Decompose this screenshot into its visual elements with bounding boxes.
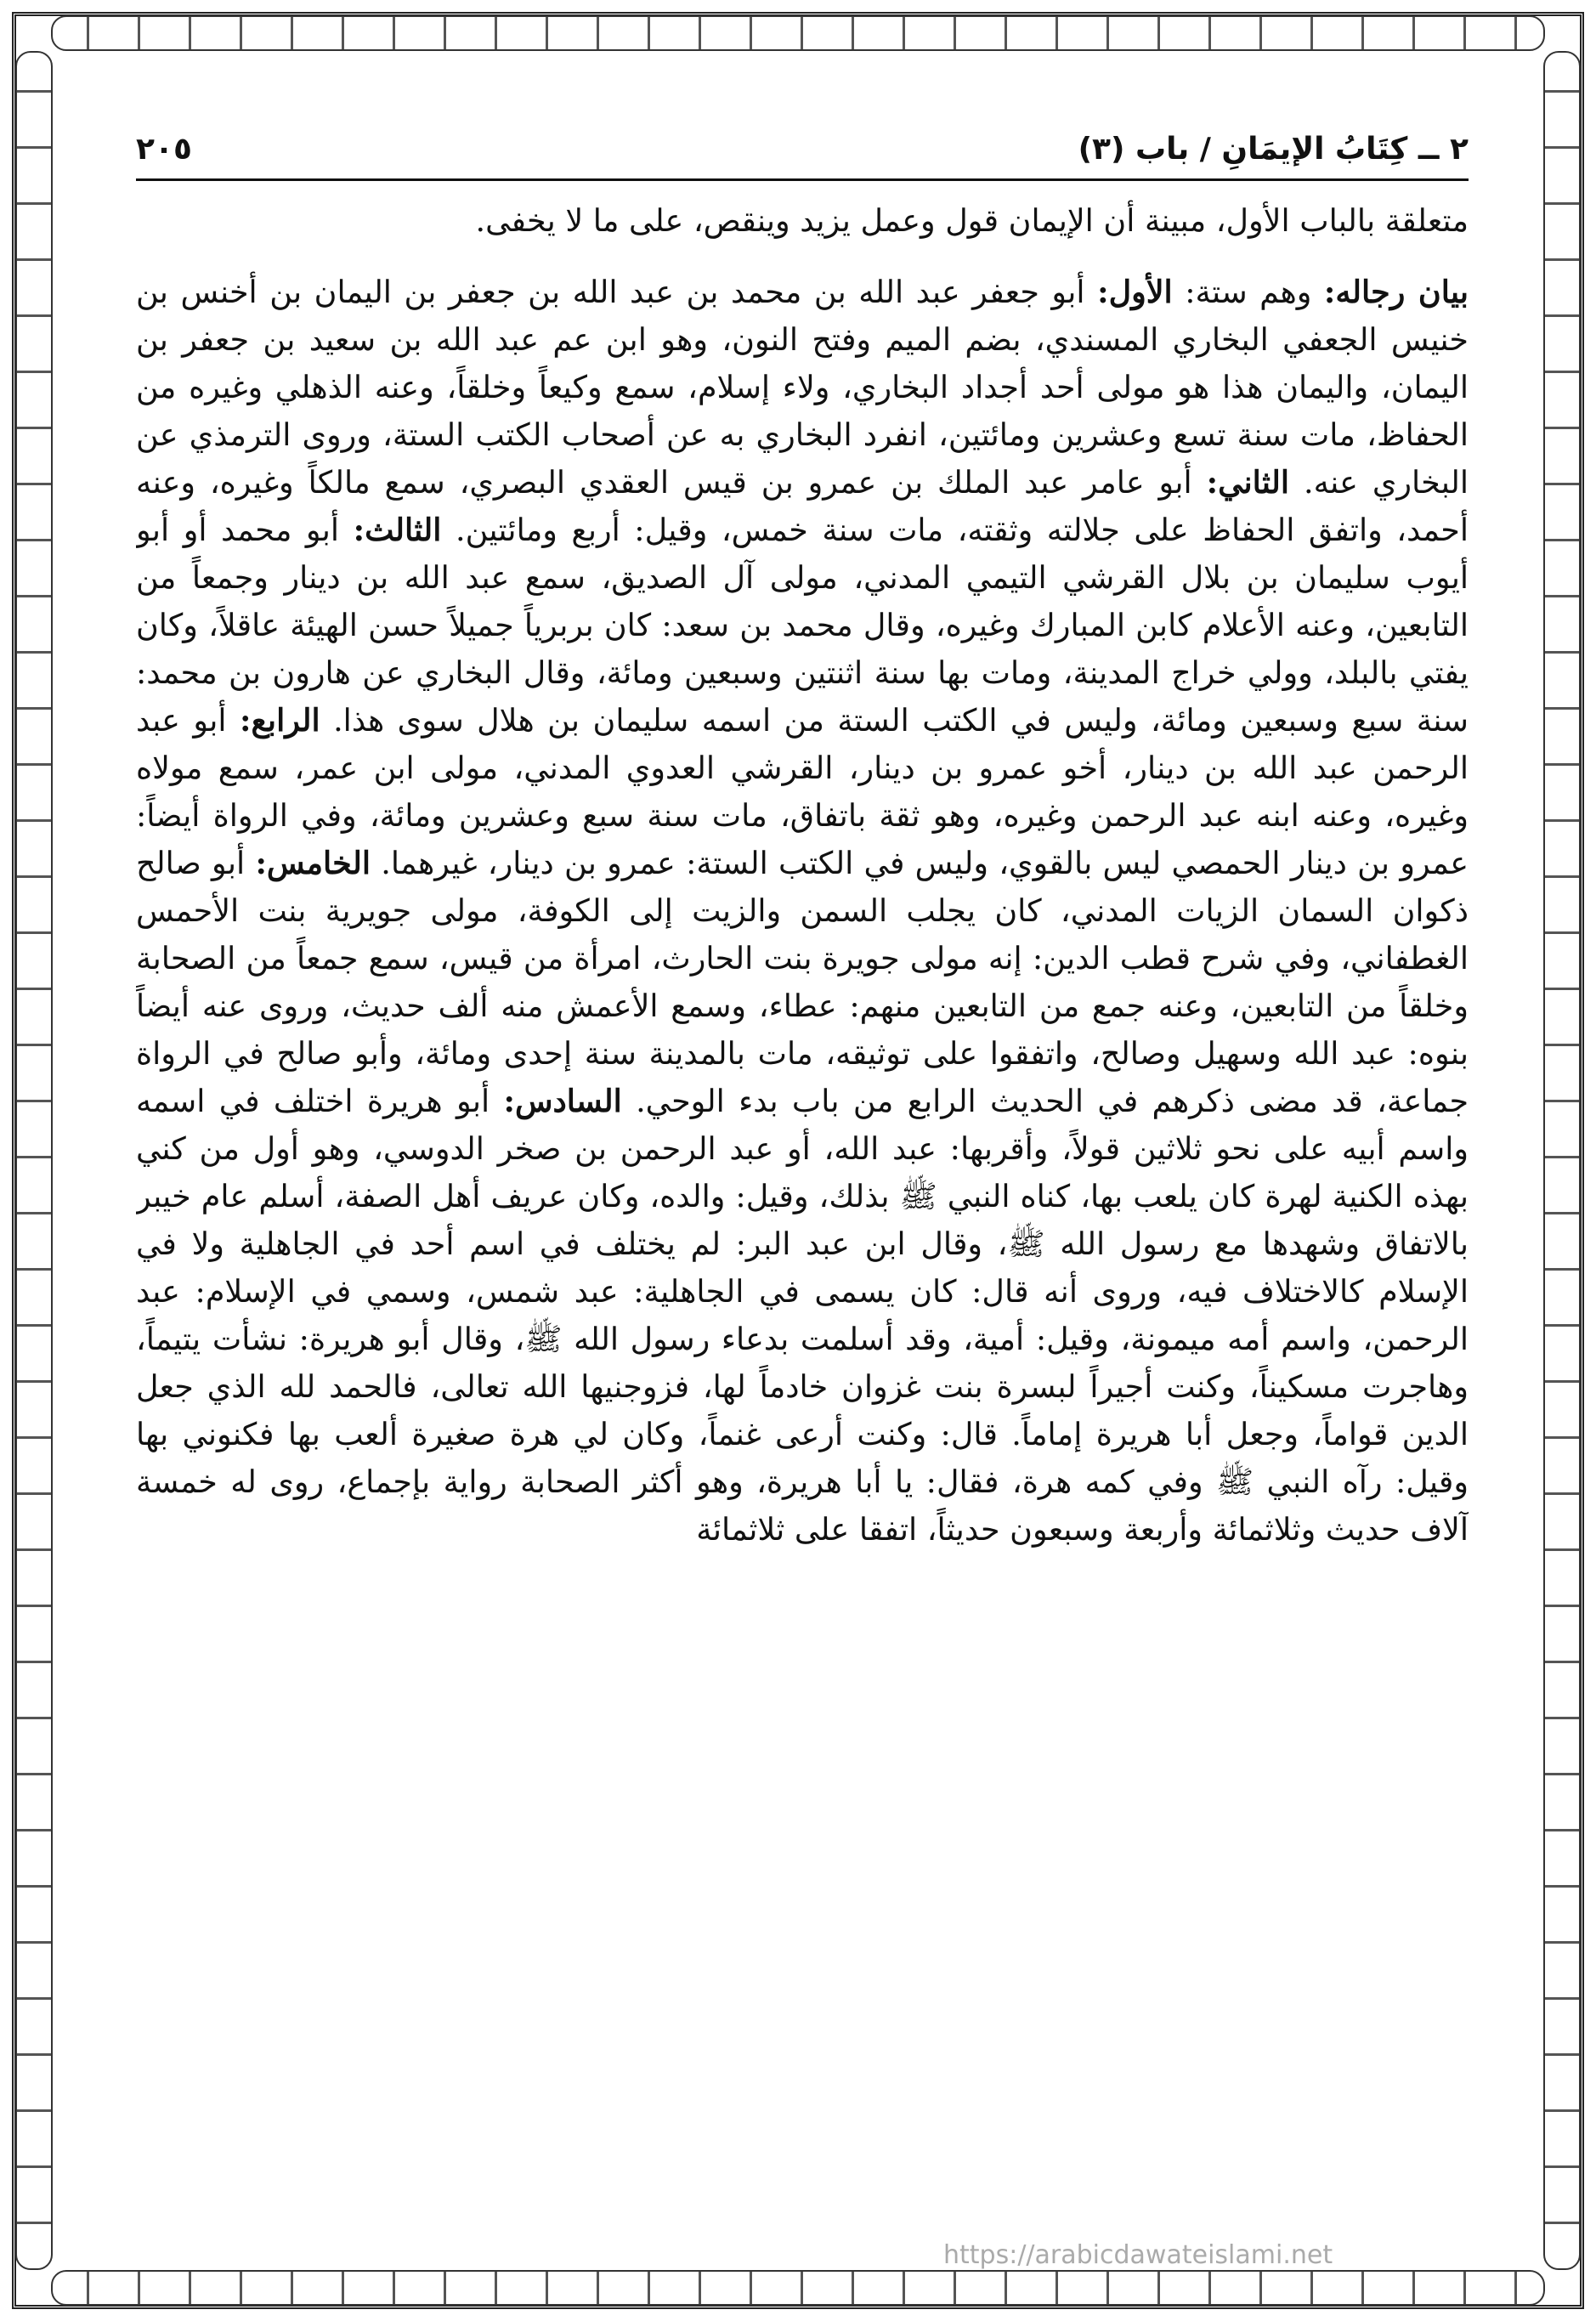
narrator-2-label: الثاني: [1206,464,1290,501]
ornamental-border-right [1543,51,1581,2270]
narrator-1-label: الأول: [1097,274,1173,310]
narrators-paragraph [136,269,1469,1554]
running-title: ٢ ــ كِتَابُ الإيمَانِ / باب (٣) [1078,131,1469,167]
narrator-5-label: الخامس: [255,845,371,881]
narrator-3-text: أبو محمد أو أبو أيوب سليمان بن بلال القرشي التيمي المدني، مولى آل الصديق، سمع عبد الله بن دينار وجمعاً من التابعين، وعنه الأعلام كابن المبارك وغيره، وقال محمد بن سعد: كان بربرياً جميلاً حسن الهيئة عاقلاً، وكان يفتي بالبلد، وولي خراج المدينة، ومات بها سنة اثنتين وسبعين ومائة، وقال البخاري عن هارون بن محمد: سنة سبع وسبعين ومائة، وليس في الكتب الستة من اسمه سليمان بن هلال سوى هذا. [136,512,1469,739]
narrator-2-text: أبو عامر عبد الملك بن عمرو بن قيس العقدي البصري، سمع مالكاً وغيره، وعنه أحمد، واتفق الحفاظ على جلالته وثقته، مات سنة خمس، وقيل: أربع ومائتين. [136,464,1469,548]
ornamental-border-left [15,51,53,2270]
page-body [136,197,1469,2219]
narrator-4-label: الرابع: [240,702,320,739]
narrator-6-text: أبو هريرة اختلف في اسمه واسم أبيه على نحو ثلاثين قولاً، وأقربها: عبد الله، أو عبد الرحمن بن صخر الدوسي، وهو أول من كني بهذه الكنية لهرة كان يلعب بها، كناه النبي ﷺ بذلك، وقيل: والده، وكان عريف أهل الصفة، أسلم عام خيبر بالاتفاق وشهدها مع رسول الله ﷺ، وقال ابن عبد البر: لم يختلف في اسم أحد في الجاهلية ولا في الإسلام كالاختلاف فيه، وروى أنه قال: كان يسمى في الجاهلية: عبد شمس، وسمي في الإسلام: عبد الرحمن، واسم أمه ميمونة، وقيل: أمية، وقد أسلمت بدعاء رسول الله ﷺ، وقال أبو هريرة: نشأت يتيماً، وهاجرت مسكيناً، وكنت أجيراً لبسرة بنت غزوان خادماً لها، فزوجنيها الله تعالى، فالحمد لله الذي جعل الدين قواماً، وجعل أبا هريرة إماماً. قال: وكنت أرعى غنماً، وكان لي هرة صغيرة ألعب بها فكنوني بها وقيل: رآه النبي ﷺ وفي كمه هرة، فقال: يا أبا هريرة، وهو أكثر الصحابة رواية بإجماع، روى له خمسة آلاف حديث وثلاثمائة وأربعة وسبعون حديثاً، اتفقا على ثلاثمائة [136,1083,1469,1548]
page-header [136,119,1469,178]
section-heading: بيان رجاله: [1323,274,1469,310]
narrator-4-text: أبو عبد الرحمن عبد الله بن دينار، أخو عمرو بن دينار، القرشي العدوي المدني، مولى ابن عمر، سمع مولاه وغيره، وعنه ابنه عبد الرحمن وغيره، وهو ثقة باتفاق، مات سنة سبع وعشرين ومائة، وفي الرواة أيضاً: عمرو بن دينار الحمصي ليس بالقوي، وليس في الكتب الستة: عمرو بن دينار، غيرهما. [136,702,1469,881]
intro-paragraph: متعلقة بالباب الأول، مبينة أن الإيمان قول وعمل يزيد وينقص، على ما لا يخفى. [475,202,1469,239]
narrator-5-text: أبو صالح ذكوان السمان الزيات المدني، كان يجلب السمن والزيت إلى الكوفة، مولى جويرية بنت الأحمس الغطفاني، وفي شرح قطب الدين: إنه مولى جويرة بنت الحارث، امرأة من قيس، سمع جمعاً من الصحابة وخلقاً من التابعين، وعنه جمع من التابعين منهم: عطاء، وسمع الأعمش منه ألف حديث، وروى عنه أيضاً بنوه: عبد الله وسهيل وصالح، واتفقوا على توثيقه، مات بالمدينة سنة إحدى ومائة، وأبو صالح في الرواة جماعة، قد مضى ذكرهم في الحديث الرابع من باب بدء الوحي. [136,845,1469,1119]
header-rule [136,178,1469,181]
ornamental-border-bottom [51,2270,1545,2306]
section-count: وهم ستة: [1185,274,1312,310]
watermark-url: https://arabicdawateislami.net [943,2240,1333,2270]
narrator-1-text: أبو جعفر عبد الله بن محمد بن عبد الله بن جعفر بن اليمان بن أخنس بن خنيس الجعفي البخاري المسندي، بضم الميم وفتح النون، وهو ابن عم عبد الله بن سعيد بن جعفر بن اليمان، واليمان هذا هو مولى أحد أجداد البخاري، ولاء إسلام، سمع وكيعاً وخلقاً، وعنه الذهلي وغيره من الحفاظ، مات سنة تسع وعشرين ومائتين، انفرد البخاري به عن أصحاب الكتب الستة، وروى الترمذي عن البخاري عنه. [136,274,1469,501]
narrator-3-label: الثالث: [353,512,442,548]
page-number: ٢٠٥ [136,131,192,167]
ornamental-border-top [51,15,1545,51]
narrator-6-label: السادس: [503,1083,622,1119]
